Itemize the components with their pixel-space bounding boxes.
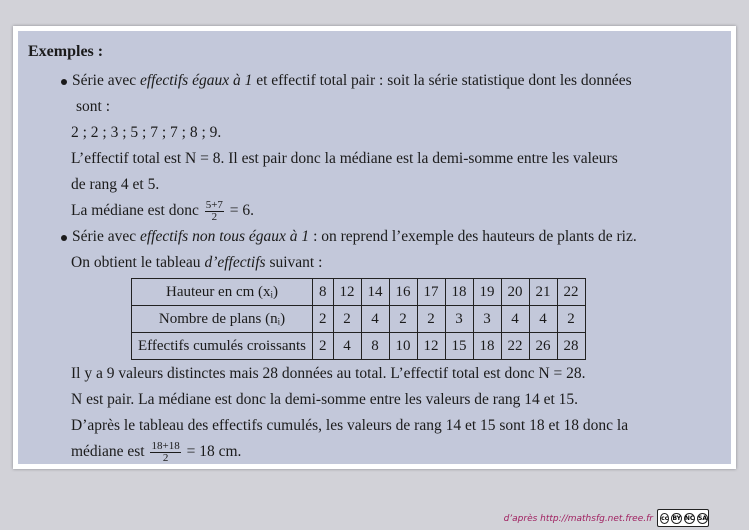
table-cell: 18	[473, 333, 501, 360]
table-row-label: Hauteur en cm (xᵢ)	[132, 279, 313, 306]
after-median-line	[28, 439, 725, 465]
table-row-label: Nombre de plans (nᵢ)	[132, 306, 313, 333]
table-cell: 28	[557, 333, 585, 360]
fraction-numerator: 5+7	[205, 198, 223, 211]
table-cell: 14	[361, 279, 389, 306]
table-cell: 21	[529, 279, 557, 306]
table-cell: 22	[501, 333, 529, 360]
bullet-item-equal-counts	[28, 68, 725, 94]
item1-median-line	[28, 198, 725, 224]
table-row	[132, 333, 586, 360]
after-line2: N est pair. La médiane est donc la demi-somme entre les valeurs de rang 14 et 15.	[71, 391, 579, 408]
table-cell: 3	[473, 306, 501, 333]
frequency-table	[131, 278, 586, 360]
panel-content	[28, 39, 725, 465]
table-cell: 2	[313, 333, 334, 360]
item1-rank-line: de rang 4 et 5.	[71, 176, 160, 193]
item1-values: 2 ; 2 ; 3 ; 5 ; 7 ; 7 ; 8 ; 9.	[71, 124, 222, 141]
item2-line2-pre: On obtient le tableau	[71, 254, 205, 271]
by-icon: BY	[672, 514, 682, 522]
table-cell: 2	[557, 306, 585, 333]
table-cell: 10	[389, 333, 417, 360]
fraction-denominator: 2	[211, 210, 218, 223]
table-cell: 12	[333, 279, 361, 306]
item1-median-fraction	[205, 200, 224, 223]
table-cell: 4	[333, 333, 361, 360]
item2-italic-term: effectifs non tous égaux à 1	[140, 228, 310, 245]
fraction-numerator: 18+18	[151, 439, 180, 452]
table-cell: 4	[501, 306, 529, 333]
table-cell: 19	[473, 279, 501, 306]
table-cell: 12	[417, 333, 445, 360]
table-row	[132, 279, 586, 306]
table-cell: 18	[445, 279, 473, 306]
slide-frame	[13, 26, 736, 469]
table-cell: 4	[361, 306, 389, 333]
after-line3: D’après le tableau des effectifs cumulés, les valeurs de rang 14 et 15 sont 18 et 18 donc la	[71, 417, 629, 434]
cc-icon: cc	[661, 514, 669, 522]
sa-icon: SA	[698, 514, 707, 522]
table-cell: 4	[529, 306, 557, 333]
creative-commons-license-icon	[657, 509, 709, 527]
after-line1: Il y a 9 valeurs distinctes mais 28 données au total. L’effectif total est donc N = 28.	[71, 365, 586, 382]
item2-line2-post: suivant :	[265, 254, 323, 271]
item1-median-pre: La médiane est donc	[71, 202, 199, 219]
nc-icon: NC	[684, 514, 695, 522]
table-row-label: Effectifs cumulés croissants	[132, 333, 313, 360]
table-cell: 16	[389, 279, 417, 306]
table-row	[132, 306, 586, 333]
table-cell: 22	[557, 279, 585, 306]
fraction-denominator: 2	[162, 451, 169, 464]
after-median-post: = 18 cm.	[186, 443, 242, 460]
bullet-item-unequal-counts	[28, 224, 725, 250]
item2-line2	[28, 250, 725, 276]
bullet-dot-icon	[61, 235, 67, 241]
item1-line2: sont :	[76, 98, 111, 115]
table-cell: 26	[529, 333, 557, 360]
table-cell: 20	[501, 279, 529, 306]
table-cell: 15	[445, 333, 473, 360]
table-cell: 3	[445, 306, 473, 333]
table-cell: 2	[333, 306, 361, 333]
table-cell: 17	[417, 279, 445, 306]
item1-text-post: et effectif total pair : soit la série statistique dont les données	[252, 72, 632, 89]
item2-text-post: : on reprend l’exemple des hauteurs de plants de riz.	[309, 228, 637, 245]
item1-italic-term: effectifs égaux à 1	[140, 72, 253, 89]
item2-text-pre: Série avec	[72, 228, 140, 245]
table-cell: 2	[417, 306, 445, 333]
table-cell: 8	[313, 279, 334, 306]
table-cell: 2	[389, 306, 417, 333]
item2-line2-italic: d’effectifs	[204, 254, 266, 271]
source-credit: d’après http://mathsfg.net.free.fr	[503, 514, 653, 524]
item1-total-line: L’effectif total est N = 8. Il est pair donc la médiane est la demi-somme entre les valeurs	[71, 150, 618, 167]
table-cell: 8	[361, 333, 389, 360]
bullet-dot-icon	[61, 79, 67, 85]
example-panel	[18, 31, 731, 464]
examples-heading: Exemples :	[28, 43, 104, 60]
after-median-pre: médiane est	[71, 443, 145, 460]
after-median-fraction	[150, 441, 180, 464]
item1-median-post: = 6.	[229, 202, 255, 219]
item1-text-pre: Série avec	[72, 72, 140, 89]
table-cell: 2	[313, 306, 334, 333]
